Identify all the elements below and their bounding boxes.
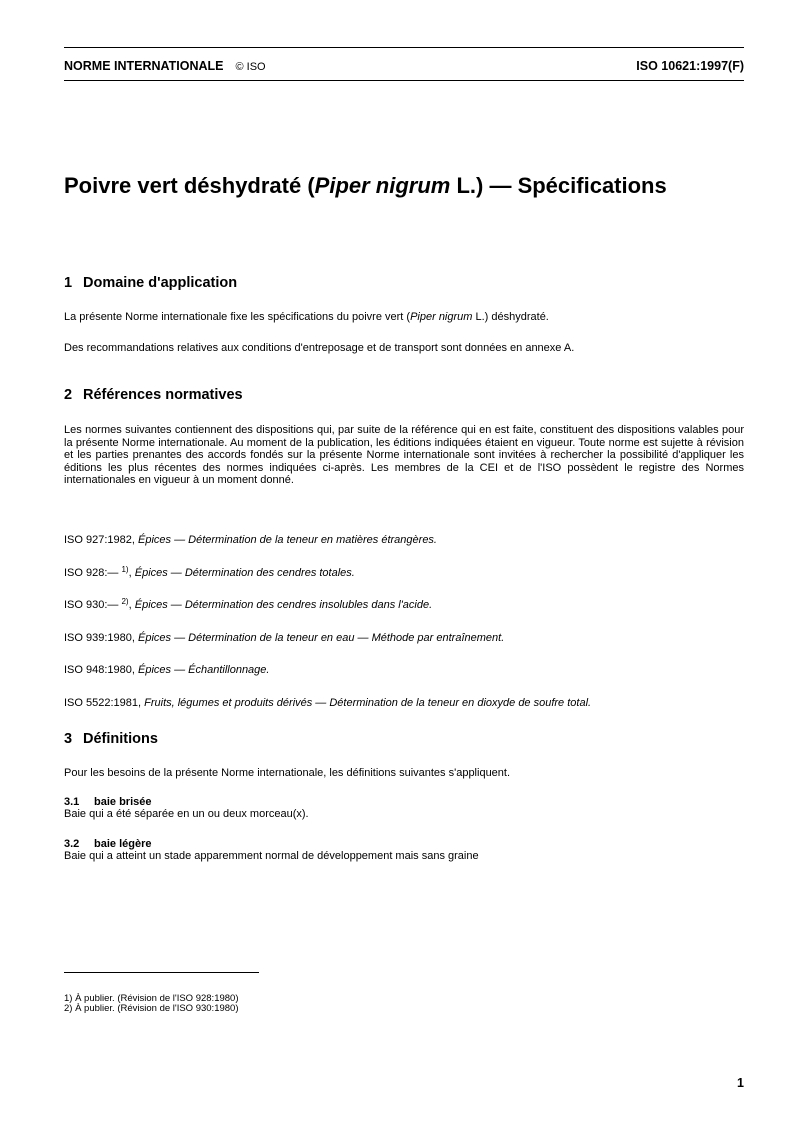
definition-term — [64, 838, 151, 850]
normative-reference — [64, 697, 744, 710]
reference-code: ISO 927:1982, — [64, 534, 138, 546]
section-number: 1 — [64, 275, 73, 291]
document-reference: ISO 10621:1997(F) — [636, 59, 744, 73]
section-2-intro: Les normes suivantes contiennent des dispositions qui, par suite de la référence qui en est faite, constituent des dispositions valables pour la présente Norme internationale. Au moment de la publication, les éditions indiquées étaient en vigueur. Toute norme est sujette à révision et les parties prenantes des accords fondés sur la présente Norme internationale sont invitées à rechercher la possibilité d'appliquer les éditions les plus récentes des normes indiquées ci-après. Les membres de la CEI et de l'ISO possèdent le registre des Normes internationales en vigueur à un moment donné. — [64, 424, 744, 487]
reference-title: Épices — Échantillonnage. — [138, 664, 270, 676]
definition-text: Baie qui a atteint un stade apparemment normal de développement mais sans graine — [64, 850, 479, 862]
normative-reference — [64, 664, 744, 677]
normative-reference: ISO 928:— $^{1)}$, Épices — Détermination des cendres totales. — [64, 565, 355, 579]
definition-number: 3.1 — [64, 796, 80, 808]
reference-title: Fruits, légumes et produits dérivés — Détermination de la teneur en dioxyde de soufre total. — [144, 697, 592, 709]
section-number: 3 — [64, 731, 73, 747]
normative-reference: ISO 930:— $^{2)}$, Épices — Détermination des cendres insolubles dans l'acide. — [64, 597, 433, 611]
page-header — [64, 56, 744, 76]
section-1-paragraph-1 — [64, 311, 744, 324]
section-3-heading — [64, 729, 158, 749]
definition-text: Baie qui a été séparée en un ou deux morceau(x). — [64, 808, 309, 820]
footnote-marker: 1) — [121, 565, 129, 574]
reference-code: ISO 5522:1981, — [64, 697, 145, 709]
header-rule-bottom — [64, 80, 744, 81]
reference-code: ISO 928:— — [64, 567, 122, 579]
normative-reference — [64, 632, 744, 645]
normative-reference — [64, 534, 744, 547]
reference-title: Épices — Détermination de la teneur en matières étrangères. — [138, 534, 437, 546]
definition-term — [64, 796, 151, 808]
section-title: Définitions — [83, 731, 158, 747]
title-part1: Poivre vert déshydraté ( — [64, 173, 315, 198]
paragraph-text: L.) déshydraté. — [472, 311, 549, 323]
page-title — [64, 170, 744, 202]
section-title: Références normatives — [83, 387, 243, 403]
copyright-notice: © ISO — [235, 61, 266, 73]
reference-title: Épices — Détermination des cendres totales. — [134, 567, 355, 579]
definition-number: 3.2 — [64, 838, 80, 850]
paragraph-text: La présente Norme internationale fixe les spécifications du poivre vert ( — [64, 311, 411, 323]
section-title: Domaine d'application — [83, 275, 238, 291]
reference-title: Épices — Détermination des cendres insolubles dans l'acide. — [134, 599, 433, 611]
document-page — [64, 0, 744, 1122]
section-2-heading — [64, 385, 243, 405]
section-3-intro: Pour les besoins de la présente Norme internationale, les définitions suivantes s'appliquent. — [64, 767, 511, 779]
reference-code: ISO 948:1980, — [64, 664, 138, 676]
reference-code: ISO 939:1980, — [64, 632, 138, 644]
page-number: 1 — [737, 1076, 744, 1090]
reference-code: ISO 930:— — [64, 599, 122, 611]
section-number: 2 — [64, 387, 73, 403]
header-rule-top — [64, 47, 744, 48]
document-type: NORME INTERNATIONALE — [64, 59, 224, 73]
footnote-marker: 2) — [121, 597, 129, 606]
header-left — [64, 56, 266, 77]
footnote-separator — [64, 972, 259, 973]
title-species: Piper nigrum — [314, 173, 451, 198]
title-part2: L.) — Spécifications — [450, 173, 667, 198]
footnote: 2) À publier. (Révision de l'ISO 930:1980) — [64, 1003, 239, 1014]
section-1-paragraph-2: Des recommandations relatives aux conditions d'entreposage et de transport sont données en annexe A. — [64, 342, 575, 354]
species-name: Piper nigrum — [410, 311, 473, 323]
reference-title: Épices — Détermination de la teneur en eau — Méthode par entraînement. — [138, 632, 505, 644]
section-1-heading — [64, 273, 237, 293]
definition-term-text: baie brisée — [94, 796, 152, 808]
footnote: 1) À publier. (Révision de l'ISO 928:1980) — [64, 993, 239, 1004]
definition-term-text: baie légère — [94, 838, 152, 850]
